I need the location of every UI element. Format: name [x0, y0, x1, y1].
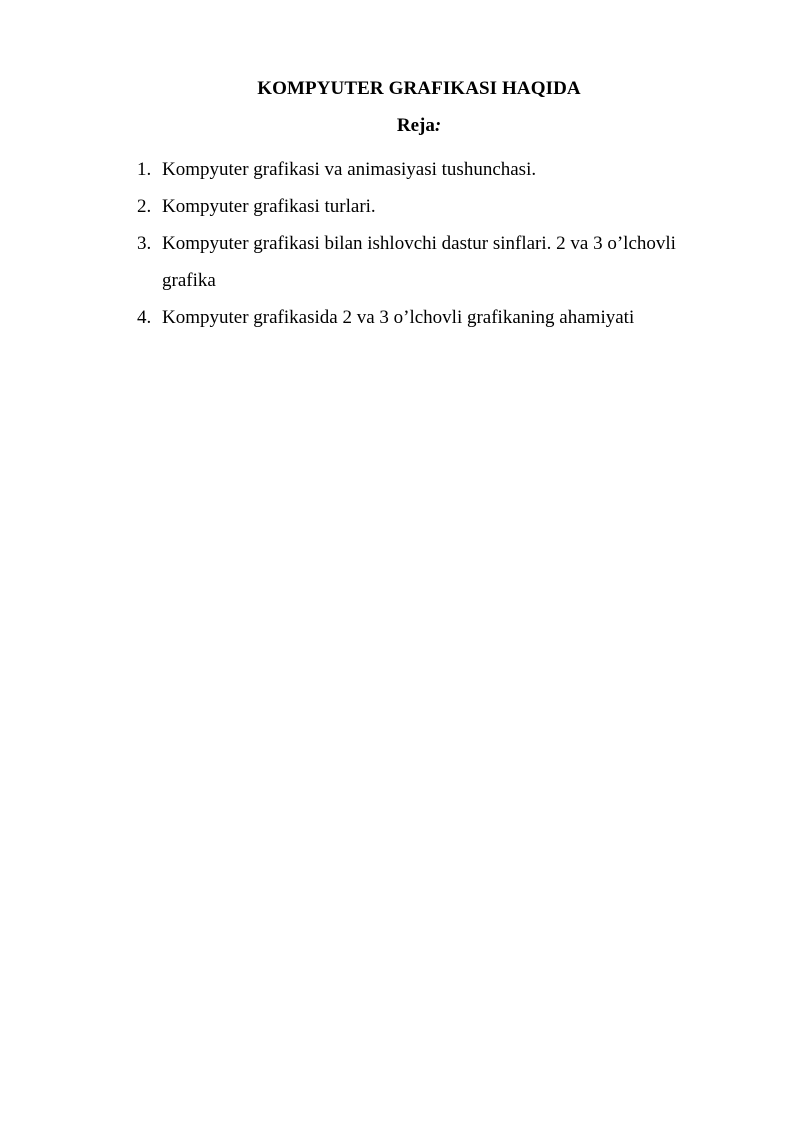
plan-heading: [0, 114, 800, 138]
plan-heading-colon: :: [434, 115, 442, 136]
plan-item: [137, 299, 717, 336]
plan-item-number: 3.: [137, 233, 152, 254]
plan-item-text: Kompyuter grafikasida 2 va 3 o’lchovli grafikaning ahamiyati: [162, 307, 635, 328]
plan-item-number: 2.: [137, 196, 152, 217]
plan-item: [137, 225, 717, 299]
plan-item: [137, 188, 717, 225]
plan-heading-text: Reja: [396, 115, 435, 136]
plan-list: [137, 151, 717, 336]
plan-item-number: 4.: [137, 307, 152, 328]
plan-item-text: Kompyuter grafikasi turlari.: [162, 196, 376, 217]
plan-item-text: Kompyuter grafikasi va animasiyasi tushunchasi.: [162, 159, 537, 180]
plan-item-number: 1.: [137, 159, 152, 180]
document-title: KOMPYUTER GRAFIKASI HAQIDA: [257, 78, 581, 99]
plan-item: [137, 151, 717, 188]
plan-item-text: Kompyuter grafikasi bilan ishlovchi dastur sinflari. 2 va 3 o’lchovli grafika: [162, 233, 676, 291]
